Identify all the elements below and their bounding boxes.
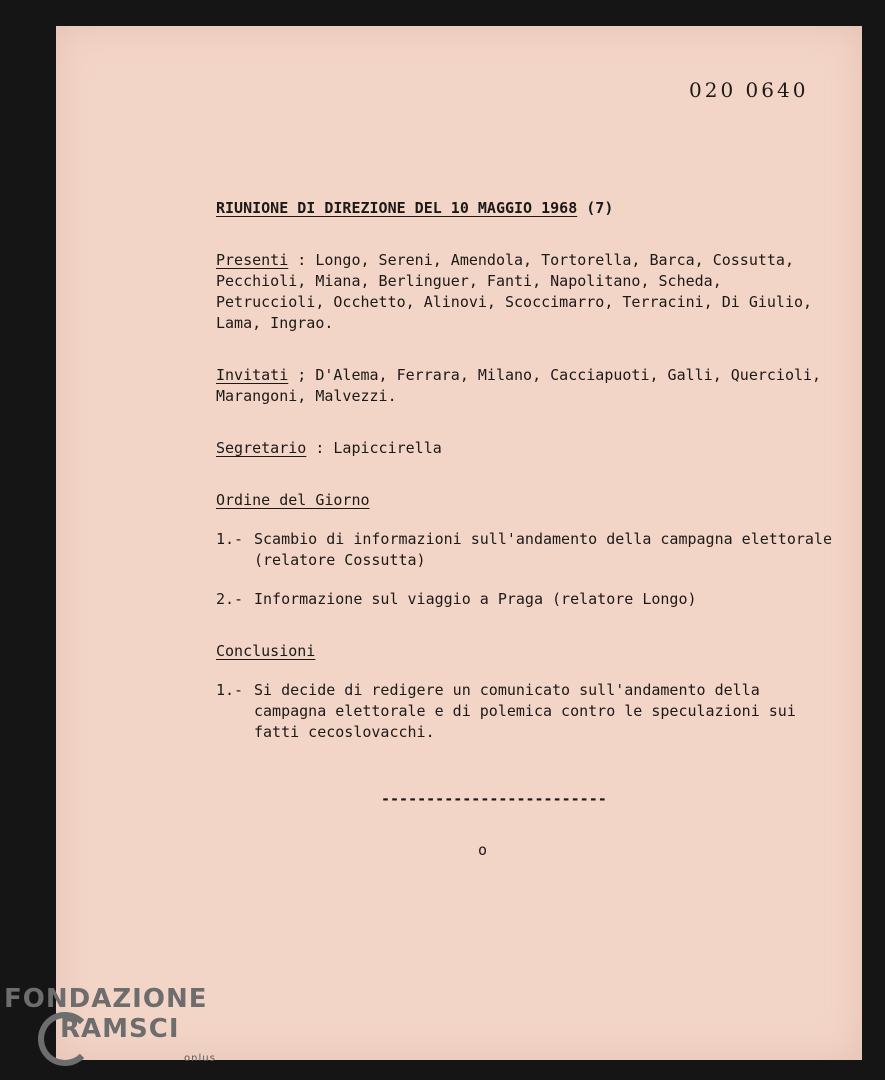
end-mark: o <box>478 841 488 859</box>
conclusioni-heading: Conclusioni <box>216 642 316 660</box>
ordine-item-1 <box>216 529 836 571</box>
presenti-sep: : <box>288 251 316 269</box>
item-number: 1.- <box>216 530 244 548</box>
invitati-label: Invitati <box>216 366 289 384</box>
presenti-section <box>216 250 836 334</box>
invitati-list: D'Alema, Ferrara, Milano, Cacciapuoti, Galli, Quercioli, Marangoni, Malvezzi. <box>216 366 822 405</box>
bleed-through-text <box>176 164 816 186</box>
title-number: (7) <box>586 199 614 217</box>
segretario-sep: : <box>306 439 334 457</box>
fondazione-gramsci-logo <box>4 984 216 1064</box>
logo-g-mark-icon <box>38 1012 92 1066</box>
ordine-item-2 <box>216 589 836 610</box>
ordine-heading: Ordine del Giorno <box>216 491 370 509</box>
logo-line-2: RAMSCI <box>60 1014 180 1044</box>
archive-number: 020 0640 <box>689 78 809 102</box>
logo-onlus: onlus <box>184 1053 216 1064</box>
item-text: Scambio di informazioni sull'andamento della campagna elettorale (relatore Cossutta) <box>254 530 832 569</box>
document-title <box>216 198 836 219</box>
item-number: 1.- <box>216 681 244 699</box>
document-page <box>56 26 862 1060</box>
item-text: Si decide di redigere un comunicato sull'andamento della campagna elettorale e di polemica contro le speculazioni sui fatti cecoslovacchi. <box>254 681 796 741</box>
item-text: Informazione sul viaggio a Praga (relatore Longo) <box>254 590 697 608</box>
segretario-label: Segretario <box>216 439 307 457</box>
invitati-sep: ; <box>288 366 316 384</box>
meeting-minutes <box>216 198 836 861</box>
separator-line: ------------------------- <box>381 790 607 808</box>
presenti-label: Presenti <box>216 251 289 269</box>
invitati-section <box>216 365 836 407</box>
conclusioni-item-1 <box>216 680 836 743</box>
title-text: RIUNIONE DI DIREZIONE DEL 10 MAGGIO 1968 <box>216 199 578 217</box>
segretario-name: Lapiccirella <box>333 439 442 457</box>
presenti-list: Longo, Sereni, Amendola, Tortorella, Barca, Cossutta, Pecchioli, Miana, Berlinguer, Fanti, Napolitano, Scheda, Petruccioli, Occhetto, Alinovi, Scoccimarro, Terracini, Di Giulio, Lama, Ingrao. <box>216 251 813 332</box>
logo-line-1: FONDAZIONE <box>4 984 208 1014</box>
segretario-section <box>216 438 836 459</box>
item-number: 2.- <box>216 590 244 608</box>
